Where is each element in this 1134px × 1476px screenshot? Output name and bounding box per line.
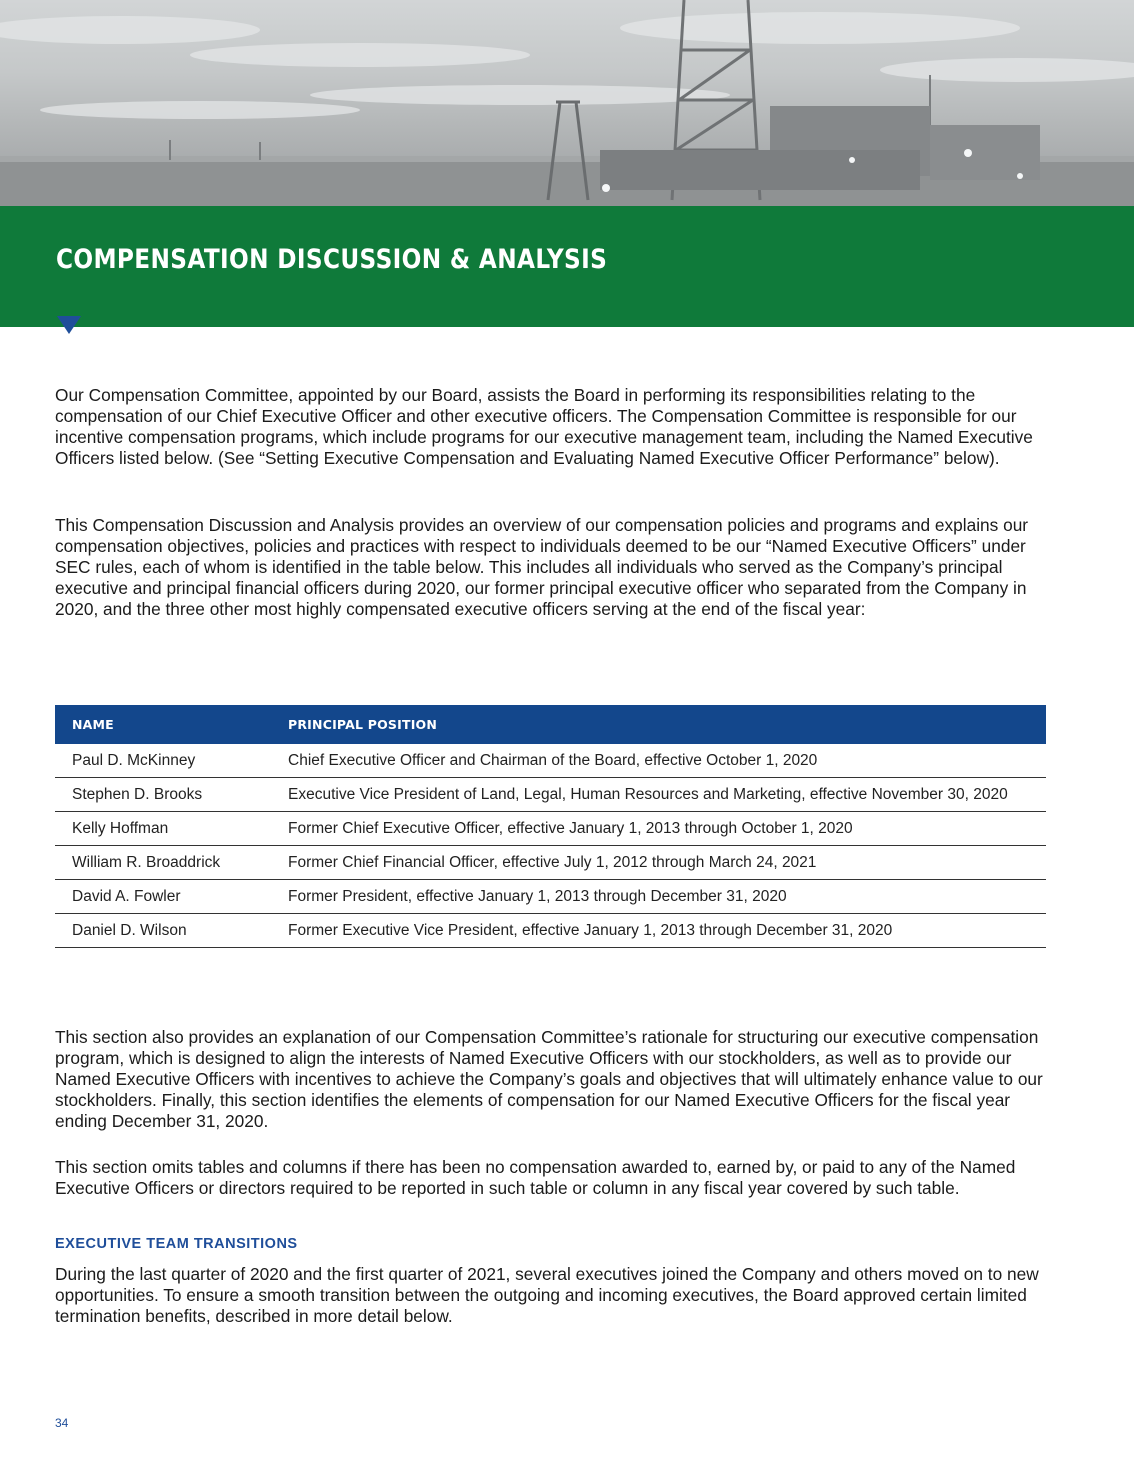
hero-photo [0,0,1134,206]
officer-position: Former Chief Executive Officer, effective January 1, 2013 through October 1, 2020 [272,812,1046,846]
officer-name: William R. Broaddrick [55,846,272,880]
officer-name: Paul D. McKinney [55,744,272,778]
section-heading-transitions: EXECUTIVE TEAM TRANSITIONS [55,1236,298,1252]
column-header-name: NAME [55,705,272,744]
page-title: COMPENSATION DISCUSSION & ANALYSIS [56,244,608,275]
table-row [55,778,1046,812]
officer-position: Executive Vice President of Land, Legal, Human Resources and Marketing, effective November 30, 2020 [272,778,1046,812]
officer-position: Former Chief Financial Officer, effective July 1, 2012 through March 24, 2021 [272,846,1046,880]
table-row [55,846,1046,880]
body-paragraph-rationale: This section also provides an explanation of our Compensation Committee’s rationale for structuring our executive compensation program, which is designed to align the interests of Named Executive Officers with our stockholders, as well as to provide our Named Executive Officers with incentives to achieve the Company’s goals and objectives that will ultimately enhance value to our stockholders. Finally, this section identifies the elements of compensation for our Named Executive Officers for the fiscal year ending December 31, 2020. [55,1027,1043,1131]
officer-name: Daniel D. Wilson [55,914,272,948]
officer-name: Stephen D. Brooks [55,778,272,812]
named-executive-officers-table [55,705,1046,948]
table-row [55,880,1046,914]
officer-name: Kelly Hoffman [55,812,272,846]
officer-position: Former Executive Vice President, effective January 1, 2013 through December 31, 2020 [272,914,1046,948]
body-paragraph-transitions: During the last quarter of 2020 and the first quarter of 2021, several executives joined the Company and others moved on to new opportunities. To ensure a smooth transition between the outgoing and incoming executives, the Board approved certain limited termination benefits, described in more detail below. [55,1264,1039,1326]
page-number: 34 [55,1416,69,1430]
oil-rig-photo [0,0,1134,206]
column-header-position: PRINCIPAL POSITION [272,705,1046,744]
table-row [55,744,1046,778]
table-row [55,812,1046,846]
officer-position: Chief Executive Officer and Chairman of the Board, effective October 1, 2020 [272,744,1046,778]
table-header-row [55,705,1046,744]
intro-paragraph-1: Our Compensation Committee, appointed by our Board, assists the Board in performing its responsibilities relating to the compensation of our Chief Executive Officer and other executive officers. The Compensation Committee is responsible for our incentive compensation programs, which include programs for our executive management team, including the Named Executive Officers listed below. (See “Setting Executive Compensation and Evaluating Named Executive Officer Performance” below). [55,385,1033,468]
officer-name: David A. Fowler [55,880,272,914]
triangle-down-icon [57,316,81,334]
intro-paragraph-2: This Compensation Discussion and Analysis provides an overview of our compensation policies and programs and explains our compensation objectives, policies and practices with respect to individuals deemed to be our “Named Executive Officers” under SEC rules, each of whom is identified in the table below. This includes all individuals who served as the Company’s principal executive and principal financial officers during 2020, our former principal executive officer who separated from the Company in 2020, and the three other most highly compensated executive officers serving at the end of the fiscal year: [55,515,1029,619]
body-paragraph-omissions: This section omits tables and columns if there has been no compensation awarded to, earned by, or paid to any of the Named Executive Officers or directors required to be reported in such table or column in any fiscal year covered by such table. [55,1157,1016,1198]
table-row [55,914,1046,948]
officer-position: Former President, effective January 1, 2013 through December 31, 2020 [272,880,1046,914]
